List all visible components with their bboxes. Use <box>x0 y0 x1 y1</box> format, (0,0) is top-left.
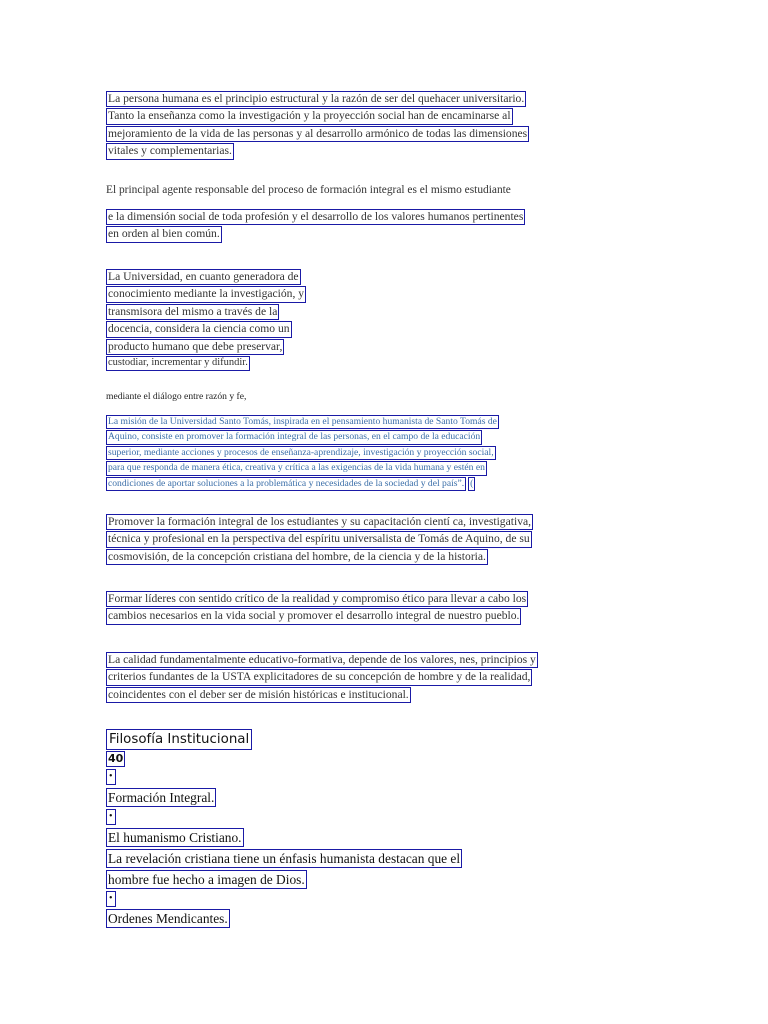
slide-section <box>106 729 462 928</box>
text-line: El principal agente responsable del proceso de formación integral es el mismo estudiante <box>106 184 511 196</box>
paragraph-calidad <box>106 652 538 704</box>
text-line: producto humano que debe preservar, <box>106 339 284 355</box>
bullet-icon: • <box>106 809 116 825</box>
paragraph-universidad <box>106 269 306 372</box>
paragraph-persona-humana <box>106 91 529 161</box>
text-line: Formar líderes con sentido crítico de la realidad y compromiso ético para llevar a cabo los <box>106 591 528 607</box>
item-formacion-integral: Formación Integral. <box>108 790 215 805</box>
paragraph-dimension-social <box>106 209 525 244</box>
text-line: La Universidad, en cuanto generadora de <box>106 269 301 285</box>
text-line: superior, mediante acciones y procesos de enseñanza-aprendizaje, investigación y proyección social, <box>106 446 496 460</box>
text-line: para que responda de manera ética, creativa y crítica a las exigencias de la vida humana y estén en <box>106 461 487 475</box>
text-line: cosmovisión, de la concepción cristiana del hombre, de la ciencia y de la historia. <box>106 549 488 565</box>
bullet-icon: • <box>106 769 116 785</box>
item-humanismo-cristiano: El humanismo Cristiano. <box>108 830 242 845</box>
section-title: Filosofía Institucional <box>106 729 252 750</box>
text-line: coincidentes con el deber ser de misión históricas e institucional. <box>106 687 411 703</box>
paragraph-formar-lideres <box>106 591 528 626</box>
item-revelacion-line: hombre fue hecho a imagen de Dios. <box>108 872 305 887</box>
text-line: en orden al bien común. <box>106 226 222 242</box>
paragraph-dialogo <box>106 391 246 402</box>
text-line: ( <box>468 477 475 491</box>
item-ordenes-mendicantes: Ordenes Mendicantes. <box>108 911 228 926</box>
bullet-icon: • <box>106 891 116 907</box>
text-line: Tanto la enseñanza como la investigación y la proyección social han de encaminarse al <box>106 108 513 124</box>
text-line: conocimiento mediante la investigación, y <box>106 286 306 302</box>
paragraph-promover <box>106 514 533 566</box>
paragraph-mision <box>106 415 499 492</box>
text-line: criterios fundantes de la USTA explicitadores de su concepción de hombre y de la realidad, <box>106 669 532 685</box>
text-line: mejoramiento de la vida de las personas y al desarrollo armónico de todas las dimensiones <box>106 126 529 142</box>
page-number: 40 <box>108 752 124 765</box>
text-line: La calidad fundamentalmente educativo-formativa, depende de los valores, nes, principios y <box>106 652 538 668</box>
text-line: La misión de la Universidad Santo Tomás, inspirada en el pensamiento humanista de Santo Tomás de <box>106 415 499 429</box>
paragraph-agente-responsable <box>106 183 511 197</box>
text-line: cambios necesarios en la vida social y promover el desarrollo integral de nuestro pueblo. <box>106 608 521 624</box>
text-line: custodiar, incrementar y difundir. <box>106 356 250 371</box>
text-line: e la dimensión social de toda profesión y el desarrollo de los valores humanos pertinentes <box>106 209 525 225</box>
item-revelacion-line: La revelación cristiana tiene un énfasis humanista destacan que el <box>108 851 461 866</box>
text-line: Promover la formación integral de los estudiantes y su capacitación cientí ca, investigativa, <box>106 514 533 530</box>
text-line: mediante el diálogo entre razón y fe, <box>106 391 247 402</box>
text-line: condiciones de aportar soluciones a la problemática y necesidades de la sociedad y del país”. <box>106 477 466 491</box>
text-line: técnica y profesional en la perspectiva del espíritu universalista de Tomás de Aquino, de su <box>106 531 532 547</box>
text-line: vitales y complementarias. <box>106 143 234 159</box>
text-line: transmisora del mismo a través de la <box>106 304 279 320</box>
text-line: Aquino, consiste en promover la formación integral de las personas, en el campo de la educación <box>106 430 482 444</box>
text-line: La persona humana es el principio estructural y la razón de ser del quehacer universitario. <box>106 91 526 107</box>
text-line: docencia, considera la ciencia como un <box>106 321 292 337</box>
